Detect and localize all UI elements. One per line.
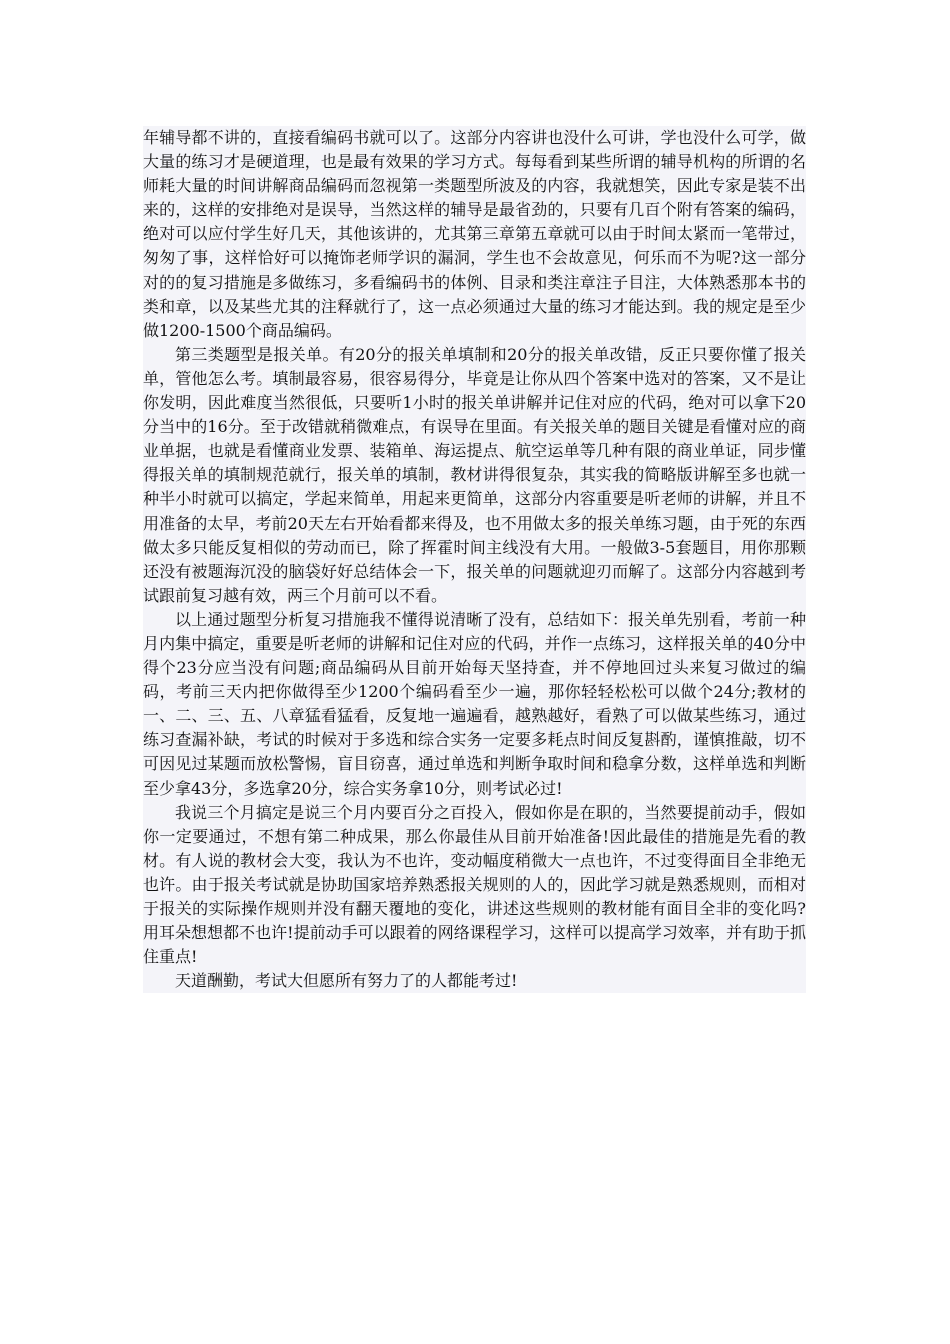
paragraph-continued: 年辅导都不讲的，直接看编码书就可以了。这部分内容讲也没什么可讲，学也没什么可学，做大量的练习才是硬道理，也是最有效果的学习方式。每每看到某些所谓的辅导机构的所谓的名师耗大量的时间讲解商品编码而忽视第一类题型所波及的内容，我就想笑，因此专家是装不出来的，这样的安排绝对是误导，当然这样的辅导是最省劲的，只要有几百个附有答案的编码，绝对可以应付学生好几天，其他该讲的，尤其第三章第五章就可以由于时间太紧而一笔带过，匆匆了事，这样恰好可以掩饰老师学识的漏洞，学生也不会故意见，何乐而不为呢?这一部分对的的复习措施是多做练习，多看编码书的体例、目录和类注章注子目注，大体熟悉那本书的类和章，以及某些尤其的注释就行了，这一点必须通过大量的练习才能达到。我的规定是至少做1200-1500个商品编码。 [143, 128, 806, 340]
paragraph-three-months: 我说三个月搞定是说三个月内要百分之百投入，假如你是在职的，当然要提前动手，假如你一定要通过，不想有第二种成果，那么你最佳从目前开始准备!因此最佳的措施是先看的教材。有人说的教材会大变，我认为不也许，变动幅度稍微大一点也许，不过变得面目全非绝无也许。由于报关考试就是协助国家培养熟悉报关规则的人的，因此学习就是熟悉规则，而相对于报关的实际操作规则并没有翻天覆地的变化，讲述这些规则的教材能有面目全非的变化吗?用耳朵想想都不也许!提前动手可以跟着的网络课程学习，这样可以提高学习效率，并有助于抓住重点! [143, 802, 806, 967]
document-body [143, 126, 806, 993]
paragraph-summary: 以上通过题型分析复习措施我不懂得说清晰了没有，总结如下：报关单先别看，考前一种月内集中搞定，重要是听老师的讲解和记住对应的代码，并作一点练习，这样报关单的40分中得个23分应当没有问题;商品编码从目前开始每天坚持查，并不停地回过头来复习做过的编码，考前三天内把你做得至少1200个编码看至少一遍，那你轻轻松松可以做个24分;教材的一、二、三、五、八章猛看猛看，反复地一遍遍看，越熟越好，看熟了可以做某些练习，通过练习查漏补缺，考试的时候对于多选和综合实务一定要多耗点时间反复斟酌，谨慎推敲，切不可因见过某题而放松警惕，盲目窃喜，通过单选和判断争取时间和稳拿分数，这样单选和判断至少拿43分，多选拿20分，综合实务拿10分，则考试必过! [143, 609, 806, 798]
paragraph-closing: 天道酬勤，考试大但愿所有努力了的人都能考过! [175, 971, 518, 991]
paragraph-customs-declaration: 第三类题型是报关单。有20分的报关单填制和20分的报关单改错，反正只要你懂了报关单，管他怎么考。填制最容易，很容易得分，毕竟是让你从四个答案中选对的答案，又不是让你发明，因此难度当然很低，只要听1小时的报关单讲解并记住对应的代码，绝对可以拿下20分当中的16分。至于改错就稍微难点，有误导在里面。有关报关单的题目关键是看懂对应的商业单据，也就是看懂商业发票、装箱单、海运提点、航空运单等几种有限的商业单证，同步懂得报关单的填制规范就行，报关单的填制，教材讲得很复杂，其实我的简略版讲解至多也就一种半小时就可以搞定，学起来简单，用起来更简单，这部分内容重要是听老师的讲解，并且不用准备的太早，考前20天左右开始看都来得及，也不用做太多的报关单练习题，由于死的东西做太多只能反复相似的劳动而已，除了挥霍时间主线没有大用。一般做3-5套题目，用你那颗还没有被题海沉没的脑袋好好总结体会一下，报关单的问题就迎刃而解了。这部分内容越到考试跟前复习越有效，两三个月前可以不看。 [143, 344, 806, 605]
